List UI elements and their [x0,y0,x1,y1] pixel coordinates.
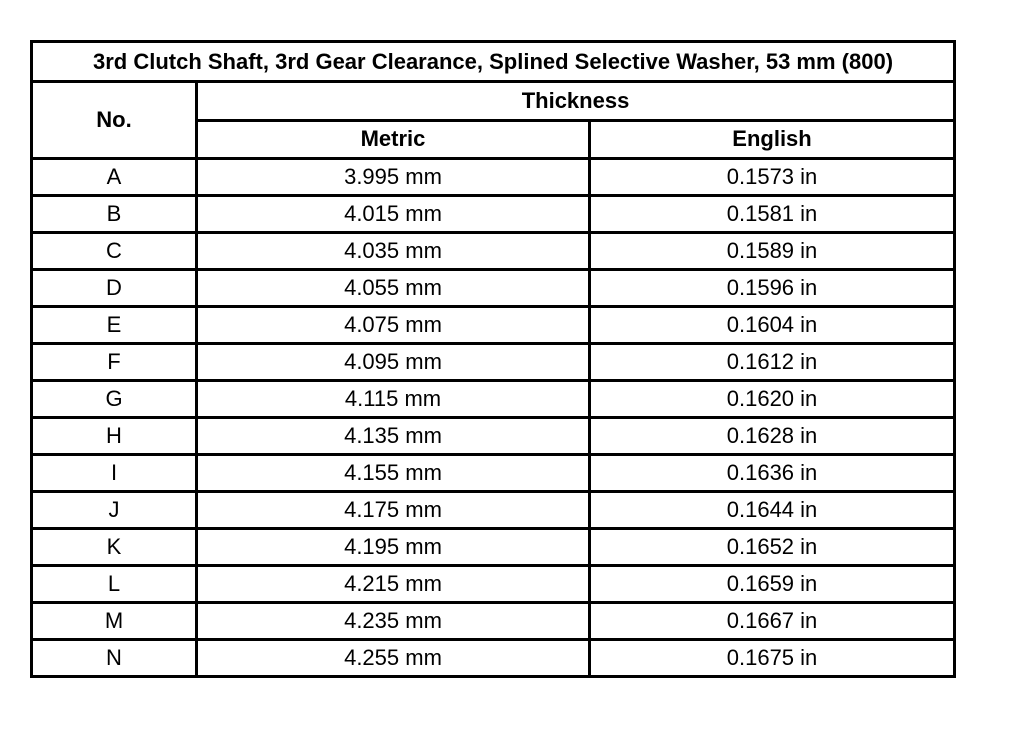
cell-metric: 4.235 mm [197,603,590,640]
cell-no: A [32,159,197,196]
cell-no: M [32,603,197,640]
cell-metric: 4.115 mm [197,381,590,418]
cell-english: 0.1573 in [590,159,955,196]
cell-no: K [32,529,197,566]
header-row-1 [32,82,955,121]
title-row [32,42,955,82]
cell-english: 0.1589 in [590,233,955,270]
column-header-no: No. [32,82,197,159]
cell-metric: 4.175 mm [197,492,590,529]
table-row [32,196,955,233]
cell-english: 0.1604 in [590,307,955,344]
cell-english: 0.1636 in [590,455,955,492]
cell-metric: 4.035 mm [197,233,590,270]
cell-english: 0.1612 in [590,344,955,381]
cell-metric: 4.015 mm [197,196,590,233]
table-row [32,603,955,640]
table-row [32,455,955,492]
cell-no: C [32,233,197,270]
table-row [32,307,955,344]
cell-no: H [32,418,197,455]
column-group-header-thickness: Thickness [197,82,955,121]
cell-english: 0.1596 in [590,270,955,307]
cell-metric: 4.055 mm [197,270,590,307]
cell-english: 0.1628 in [590,418,955,455]
table-row [32,159,955,196]
table-header [32,42,955,159]
cell-metric: 4.155 mm [197,455,590,492]
table-row [32,566,955,603]
table-row [32,418,955,455]
cell-no: D [32,270,197,307]
cell-no: N [32,640,197,677]
table-row [32,492,955,529]
cell-english: 0.1675 in [590,640,955,677]
cell-no: F [32,344,197,381]
cell-no: I [32,455,197,492]
cell-english: 0.1581 in [590,196,955,233]
column-header-english: English [590,120,955,159]
washer-spec-table [30,40,956,678]
cell-no: E [32,307,197,344]
cell-metric: 3.995 mm [197,159,590,196]
cell-english: 0.1659 in [590,566,955,603]
table-row [32,640,955,677]
cell-english: 0.1667 in [590,603,955,640]
cell-metric: 4.215 mm [197,566,590,603]
cell-metric: 4.195 mm [197,529,590,566]
cell-no: J [32,492,197,529]
table-title: 3rd Clutch Shaft, 3rd Gear Clearance, Splined Selective Washer, 53 mm (800) [32,42,955,82]
table-row [32,233,955,270]
table-row [32,270,955,307]
cell-no: L [32,566,197,603]
cell-metric: 4.135 mm [197,418,590,455]
cell-metric: 4.255 mm [197,640,590,677]
table-row [32,529,955,566]
cell-english: 0.1652 in [590,529,955,566]
cell-no: B [32,196,197,233]
table-body [32,159,955,677]
cell-english: 0.1620 in [590,381,955,418]
column-header-metric: Metric [197,120,590,159]
table-row [32,381,955,418]
cell-metric: 4.075 mm [197,307,590,344]
cell-english: 0.1644 in [590,492,955,529]
cell-metric: 4.095 mm [197,344,590,381]
cell-no: G [32,381,197,418]
table-row [32,344,955,381]
